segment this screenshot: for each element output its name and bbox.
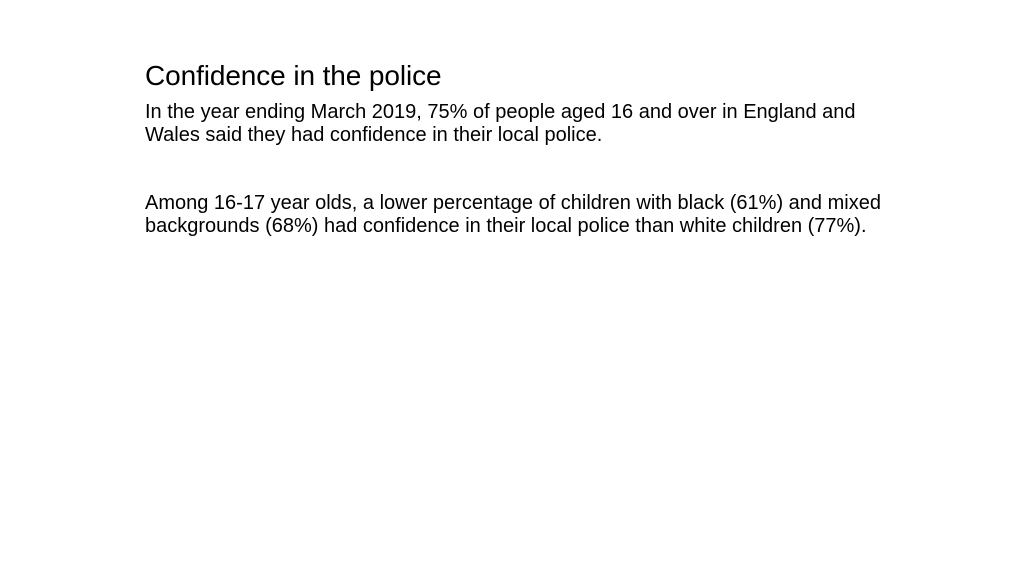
paragraph-overall-confidence: In the year ending March 2019, 75% of people aged 16 and over in England and Wales said they had confidence in their local police. — [145, 101, 856, 146]
slide-title: Confidence in the police — [145, 60, 442, 91]
paragraph-ethnicity-breakdown: Among 16-17 year olds, a lower percentage of children with black (61%) and mixed backgrounds (68%) had confidence in their local police than white children (77%). — [145, 192, 881, 237]
slide-content — [145, 58, 885, 238]
